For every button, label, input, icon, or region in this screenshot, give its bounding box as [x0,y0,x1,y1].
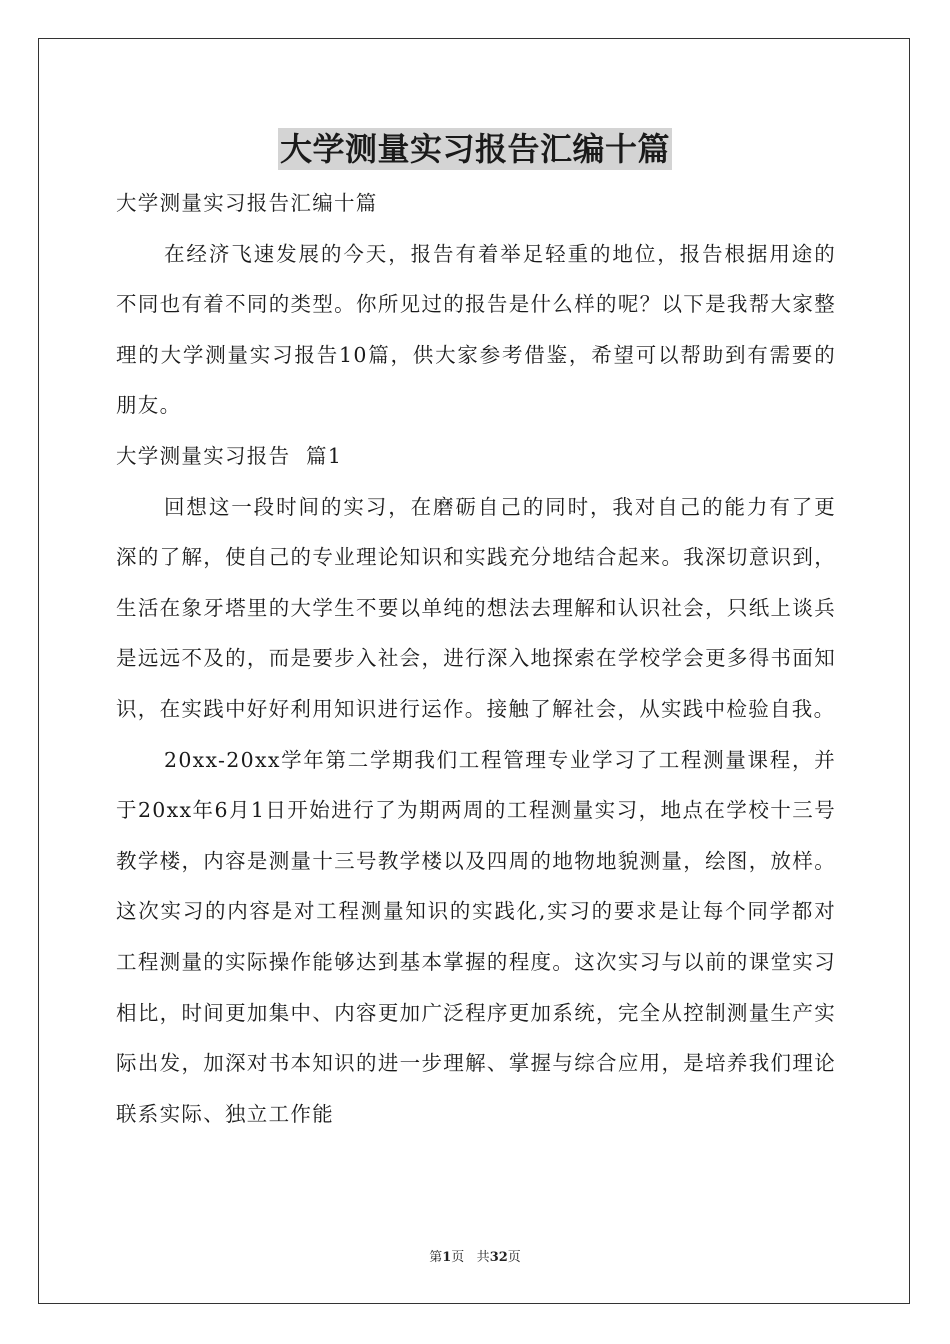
intro-paragraph: 在经济飞速发展的今天，报告有着举足轻重的地位，报告根据用途的不同也有着不同的类型。你所见过的报告是什么样的呢？以下是我帮大家整理的大学测量实习报告10篇，供大家参考借鉴，希望可以帮助到有需要的朋友。 [116,241,836,418]
footer-page-number: 1 [442,1250,452,1265]
body-paragraph-2: 20xx-20xx学年第二学期我们工程管理专业学习了工程测量课程，并于20xx年6月1日开始进行了为期两周的工程测量实习，地点在学校十三号教学楼，内容是测量十三号教学楼以及四周的地物地貌测量，绘图，放样。这次实习的内容是对工程测量知识的实践化,实习的要求是让每个同学都对工程测量的实际操作能够达到基本掌握的程度。这次实习与以前的课堂实习相比，时间更加集中、内容更加广泛程序更加系统，完全从控制测量生产实际出发，加深对书本知识的进一步理解、掌握与综合应用，是培养我们理论联系实际、独立工作能 [116,747,836,1126]
title-container [0,128,950,170]
footer-total-prefix: 共 [476,1250,490,1265]
document-title: 大学测量实习报告汇编十篇 [279,130,670,168]
footer-total-pages: 32 [489,1250,508,1265]
body-paragraph-1: 回想这一段时间的实习，在磨砺自己的同时，我对自己的能力有了更深的了解，使自己的专业理论知识和实践充分地结合起来。我深切意识到，生活在象牙塔里的大学生不要以单纯的想法去理解和认识社会，只纸上谈兵是远远不及的，而是要步入社会，进行深入地探索在学校学会更多得书面知识，在实践中好好利用知识进行运作。接触了解社会，从实践中检验自我。 [116,494,836,721]
document-subtitle: 大学测量实习报告汇编十篇 [116,191,378,215]
section-heading: 大学测量实习报告 篇1 [116,443,343,468]
document-body [116,178,836,1139]
footer-total-suffix: 页 [507,1250,521,1265]
page-footer [0,1246,950,1265]
footer-page-prefix: 第 [429,1250,443,1265]
footer-page-suffix: 页 [451,1250,465,1265]
